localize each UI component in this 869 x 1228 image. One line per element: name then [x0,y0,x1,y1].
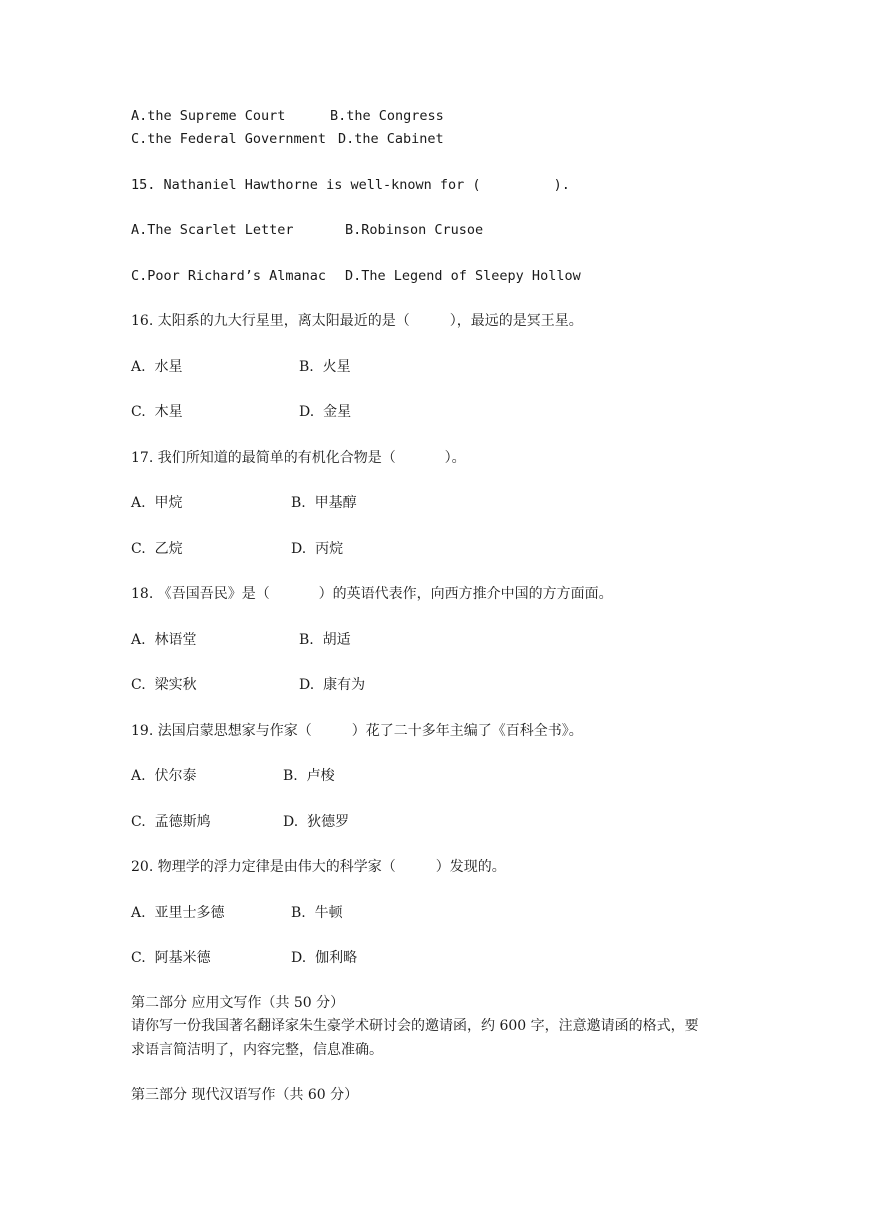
part2-heading: 第二部分 应用文写作（共 50 分） [131,995,345,1011]
q18-option-a: A. 林语堂 [131,632,197,648]
q19-option-a: A. 伏尔泰 [131,768,197,784]
q16-option-a: A. 水星 [131,359,183,375]
q19-option-d: D. 狄德罗 [283,814,350,830]
q20-stem: 20. 物理学的浮力定律是由伟大的科学家（ ）发现的。 [131,859,506,875]
part2-instruction-line1: 请你写一份我国著名翻译家朱生豪学术研讨会的邀请函，约 600 字，注意邀请函的格式，要 [131,1018,699,1034]
q15-stem: 15. Nathaniel Hawthorne is well-known for ( ). [131,177,570,193]
q14-option-a: A.the Supreme Court [131,108,286,124]
q17-option-c: C. 乙烷 [131,541,183,557]
q16-option-b: B. 火星 [299,359,351,375]
q17-option-b: B. 甲基醇 [291,495,357,511]
q17-option-a: A. 甲烷 [131,495,183,511]
q20-option-c: C. 阿基米德 [131,950,211,966]
q15-option-a: A.The Scarlet Letter [131,222,294,238]
q18-option-d: D. 康有为 [299,677,366,693]
q15-option-b: B.Robinson Crusoe [345,222,484,238]
part3-heading: 第三部分 现代汉语写作（共 60 分） [131,1087,359,1103]
q19-stem: 19. 法国启蒙思想家与作家（ ）花了二十多年主编了《百科全书》。 [131,723,583,739]
q16-stem: 16. 太阳系的九大行星里，离太阳最近的是（ ），最远的是冥王星。 [131,313,583,329]
q16-option-c: C. 木星 [131,404,183,420]
q19-option-c: C. 孟德斯鸠 [131,814,211,830]
q18-option-b: B. 胡适 [299,632,351,648]
q14-option-b: B.the Congress [330,108,444,124]
q20-option-b: B. 牛顿 [291,905,343,921]
q14-option-d: D.the Cabinet [338,131,444,147]
q17-stem: 17. 我们所知道的最简单的有机化合物是（ ）。 [131,450,466,466]
q20-option-d: D. 伽利略 [291,950,358,966]
q15-option-c: C.Poor Richard’s Almanac [131,268,327,284]
q17-option-d: D. 丙烷 [291,541,344,557]
q20-option-a: A. 亚里士多德 [131,905,225,921]
q18-option-c: C. 梁实秋 [131,677,197,693]
q14-option-c: C.the Federal Government [131,131,327,147]
part2-instruction-line2: 求语言简洁明了，内容完整，信息准确。 [131,1042,383,1058]
q18-stem: 18. 《吾国吾民》是（ ）的英语代表作，向西方推介中国的方方面面。 [131,586,613,602]
q16-option-d: D. 金星 [299,404,352,420]
q19-option-b: B. 卢梭 [283,768,335,784]
q15-option-d: D.The Legend of Sleepy Hollow [345,268,581,284]
